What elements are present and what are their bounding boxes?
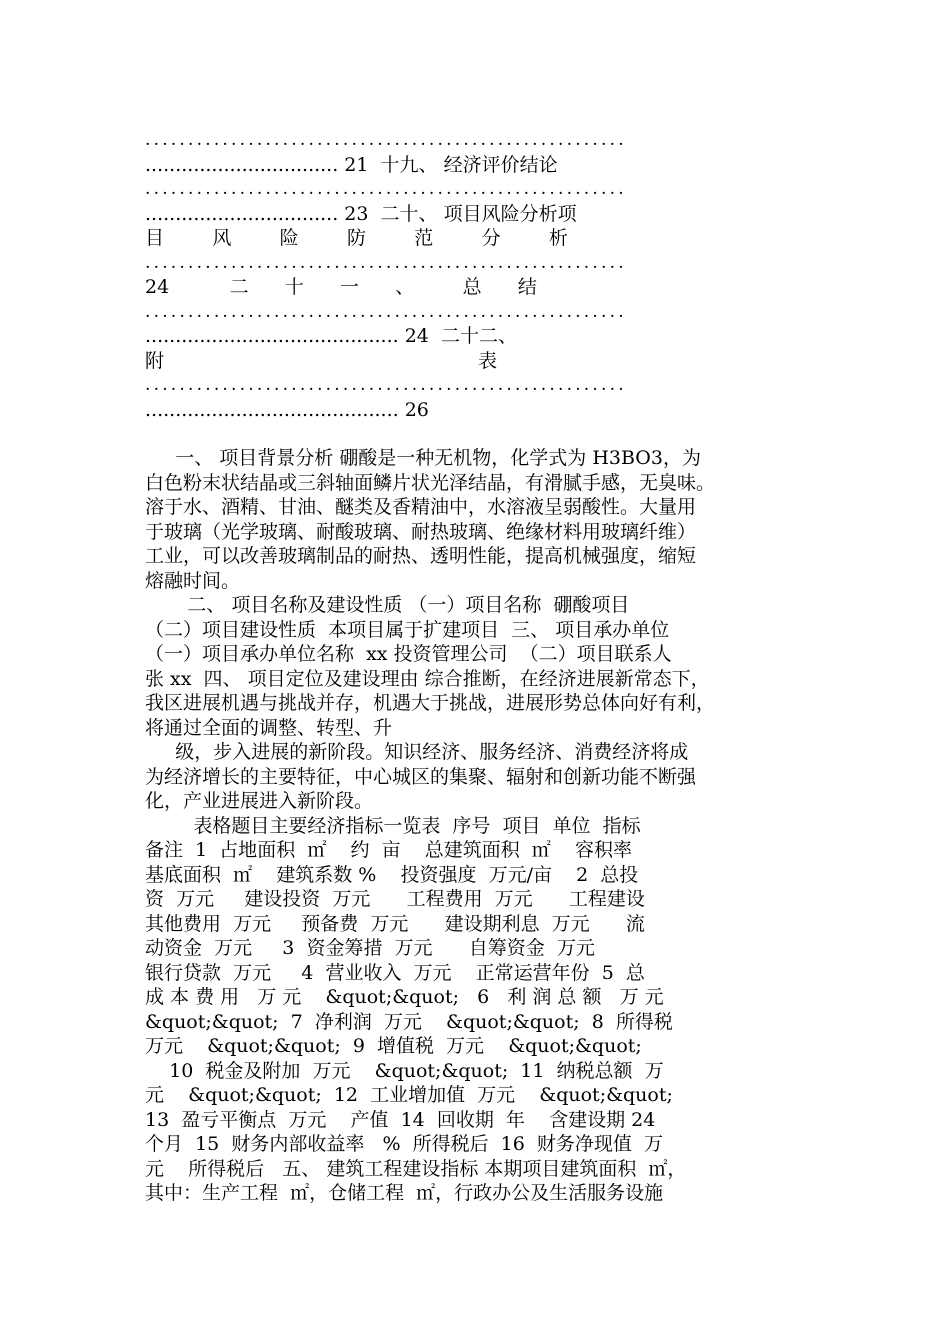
toc-line: ........................................................ xyxy=(145,252,627,273)
toc-line: 24 二 十 一 、 总 结 xyxy=(145,276,537,298)
body-line: 二、 项目名称及建设性质 （一）项目名称 硼酸项目 xyxy=(145,594,630,616)
body-line: 万元 &quot;&quot; 9 增值税 万元 &quot;&quot; xyxy=(145,1035,642,1057)
body-line: 动资金 万元 3 资金筹措 万元 自筹资金 万元 xyxy=(145,937,595,959)
body-line: 13 盈亏平衡点 万元 产值 14 回收期 年 含建设期 24 xyxy=(145,1108,656,1131)
body-line: 化，产业进展进入新阶段。 xyxy=(145,790,374,812)
toc-line: ................................ 21 十九、 经济评价结论 xyxy=(145,153,558,176)
toc-line: .......................................... 26 xyxy=(145,398,429,421)
body-line: 成 本 费 用 万 元 &quot;&quot; 6 利 润 总 额 万 元 xyxy=(145,986,664,1008)
body-line: 工业，可以改善玻璃制品的耐热、透明性能，提高机械强度，缩短 xyxy=(145,545,697,567)
toc-line: ........................................................ xyxy=(145,130,627,150)
toc-line: ........................................................ xyxy=(145,375,627,395)
body-line: 将通过全面的调整、转型、升 xyxy=(145,716,393,739)
body-line: 元 &quot;&quot; 12 工业增加值 万元 &quot;&quot; xyxy=(145,1084,673,1106)
body-text xyxy=(145,446,807,1206)
body-line: 张 xx 四、 项目定位及建设理由 综合推断，在经济进展新常态下， xyxy=(145,667,710,690)
body-line: 基底面积 ㎡ 建筑系数 % 投资强度 万元/亩 2 总投 xyxy=(145,863,639,886)
body-line: 10 税金及附加 万元 &quot;&quot; 11 纳税总额 万 xyxy=(145,1059,664,1082)
toc-line: 附 表 xyxy=(145,349,498,372)
body-line: 一、 项目背景分析 硼酸是一种无机物，化学式为 H3BO3，为 xyxy=(145,447,701,469)
body-line: 个月 15 财务内部收益率 % 所得税后 16 财务净现值 万 xyxy=(145,1133,664,1155)
body-line: 级，步入进展的新阶段。知识经济、服务经济、消费经济将成 xyxy=(145,741,689,763)
toc-line: ........................................................ xyxy=(145,301,627,322)
body-line: &quot;&quot; 7 净利润 万元 &quot;&quot; 8 所得税 xyxy=(145,1010,673,1033)
body-line: 其他费用 万元 预备费 万元 建设期利息 万元 流 xyxy=(145,912,645,935)
body-line: 为经济增长的主要特征，中心城区的集聚、辐射和创新功能不断强 xyxy=(145,765,697,788)
body-line: 熔融时间。 xyxy=(145,569,241,592)
body-line: 备注 1 占地面积 ㎡ 约 亩 总建筑面积 ㎡ 容积率 xyxy=(145,839,632,861)
body-line: 其中：生产工程 ㎡，仓储工程 ㎡，行政办公及生活服务设施 xyxy=(145,1182,664,1204)
body-line: 溶于水、酒精、甘油、醚类及香精油中，水溶液呈弱酸性。大量用 xyxy=(145,496,697,518)
body-line: 元 所得税后 五、 建筑工程建设指标 本期项目建筑面积 ㎡， xyxy=(145,1157,687,1180)
body-line: 白色粉末状结晶或三斜轴面鳞片状光泽结晶，有滑腻手感，无臭味。 xyxy=(145,471,716,494)
body-line: 银行贷款 万元 4 营业收入 万元 正常运营年份 5 总 xyxy=(145,961,645,984)
document-page xyxy=(145,128,807,1206)
body-line: 我区进展机遇与挑战并存，机遇大于挑战，进展形势总体向好有利， xyxy=(145,692,716,714)
toc-line: .......................................... 24 二十二、 xyxy=(145,325,517,347)
body-line: （二）项目建设性质 本项目属于扩建项目 三、 项目承办单位 xyxy=(145,618,670,641)
toc-line: ........................................................ xyxy=(145,179,627,199)
body-line: 表格题目主要经济指标一览表 序号 项目 单位 指标 xyxy=(145,814,641,837)
section-gap xyxy=(145,422,807,446)
body-line: 于玻璃（光学玻璃、耐酸玻璃、耐热玻璃、绝缘材料用玻璃纤维） xyxy=(145,520,697,543)
toc-line: ................................ 23 二十、 项目风险分析项 xyxy=(145,202,577,225)
body-line: 资 万元 建设投资 万元 工程费用 万元 工程建设 xyxy=(145,888,645,910)
body-line: （一）项目承办单位名称 xx 投资管理公司 （二）项目联系人 xyxy=(145,643,672,665)
table-of-contents xyxy=(145,128,807,422)
toc-line: 目 风 险 防 范 分 析 xyxy=(145,227,568,249)
